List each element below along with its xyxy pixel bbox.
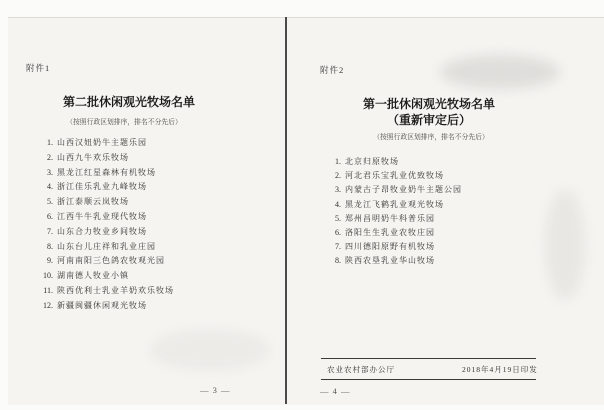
list-item: [39, 226, 174, 241]
list-item-number: 11.: [43, 285, 53, 295]
list-item: [39, 285, 174, 300]
list-item-number: 6.: [335, 227, 341, 237]
list-item-text: 陕西优利士乳业羊奶欢乐牧场: [57, 285, 174, 295]
list-item: [331, 199, 462, 213]
list-item-number: 8.: [335, 256, 341, 266]
list-item-text: 黑龙江飞鹤乳业观光牧场: [345, 199, 444, 209]
footer-rule-bottom: [321, 379, 536, 380]
list-item: [39, 241, 174, 256]
list-item-number: 7.: [47, 226, 53, 236]
list-item-text: 北京归原牧场: [345, 157, 399, 166]
list-item: [39, 137, 174, 152]
list-item: [331, 156, 462, 170]
list-item-number: 2.: [47, 152, 53, 162]
list-item-text: 山东台儿庄祥和乳业庄园: [57, 241, 156, 251]
footer-rule-top: [321, 358, 536, 359]
list-item-text: 浙江泰顺云岚牧场: [57, 197, 129, 207]
list-item-text: 洛阳生生乳业农牧庄园: [345, 227, 435, 237]
list-item-number: 4.: [335, 199, 341, 209]
right-page-title-note: （重新审定后）: [386, 113, 471, 127]
list-item-number: 5.: [335, 213, 341, 223]
scan-smudge: [150, 330, 270, 370]
list-item: [331, 255, 462, 269]
list-item-text: 黑龙江红星森林有机牧场: [57, 167, 156, 177]
list-item: [39, 270, 174, 285]
right-pasture-list: [331, 156, 462, 270]
list-item-number: 12.: [43, 300, 53, 310]
list-item-number: 6.: [47, 211, 53, 221]
list-item-text: 四川德阳原野有机牧场: [345, 242, 435, 252]
list-item: [331, 241, 462, 255]
page-fold-divider: [285, 17, 287, 404]
right-attachment-label: 附件2: [320, 65, 345, 75]
list-item: [331, 227, 462, 241]
list-item: [39, 181, 174, 196]
list-item: [331, 213, 462, 227]
list-item-text: 江西牛牛乳业现代牧场: [57, 211, 147, 221]
scan-smudge: [440, 55, 560, 89]
right-page-title: 第一批休闲观光牧场名单: [362, 97, 495, 111]
list-item-text: 郑州昌明奶牛科普乐园: [345, 213, 435, 223]
list-item-text: 河南南阳三色鸽农牧观光园: [57, 256, 165, 266]
list-item-text: 陕西农垦乳业华山牧场: [345, 256, 435, 266]
list-item-number: 7.: [335, 242, 341, 252]
list-item: [39, 255, 174, 270]
list-item-text: 浙江佳乐乳业九峰牧场: [57, 182, 147, 192]
list-item-number: 10.: [43, 271, 53, 281]
list-item-number: 1.: [47, 138, 53, 147]
list-item-text: 山西九牛欢乐牧场: [57, 152, 129, 162]
left-page-title: 第二批休闲观光牧场名单: [62, 95, 195, 109]
left-page-number: — 3 —: [200, 385, 231, 395]
list-item-number: 8.: [47, 241, 53, 251]
scan-smudge: [545, 190, 585, 300]
list-item: [331, 170, 462, 184]
list-item-number: 5.: [47, 197, 53, 207]
list-item-text: 内蒙古子昂牧业奶牛主题公园: [345, 185, 462, 195]
list-item-number: 2.: [335, 171, 341, 181]
list-item: [331, 184, 462, 198]
list-item-text: 山东合力牧业乡间牧场: [57, 226, 147, 236]
list-item: [39, 152, 174, 167]
list-item-number: 9.: [47, 256, 53, 266]
list-item-number: 4.: [47, 182, 53, 192]
list-item: [39, 167, 174, 182]
list-item-number: 1.: [335, 157, 341, 166]
list-item-text: 新疆闽疆休闲观光牧场: [57, 300, 147, 310]
list-item-text: 山西汉妞奶牛主题乐园: [57, 138, 147, 147]
right-page-number: — 4 —: [320, 386, 351, 396]
footer-issue-date: 2018年4月19日印发: [462, 365, 538, 374]
left-attachment-label: 附件1: [26, 63, 51, 73]
list-item: [39, 196, 174, 211]
list-item: [39, 211, 174, 226]
right-page-subtitle: （按照行政区划排序，排名不分先后）: [373, 134, 489, 141]
list-item-number: 3.: [47, 167, 53, 177]
left-page-subtitle: （按照行政区划排序，排名不分先后）: [66, 119, 182, 126]
list-item-text: 湖南德人牧业小镇: [57, 271, 129, 281]
left-pasture-list: [39, 137, 174, 315]
list-item: [39, 300, 174, 315]
list-item-text: 河北君乐宝乳业优致牧场: [345, 171, 444, 181]
footer-issuer: 农业农村部办公厅: [327, 365, 395, 374]
list-item-number: 3.: [335, 185, 341, 195]
